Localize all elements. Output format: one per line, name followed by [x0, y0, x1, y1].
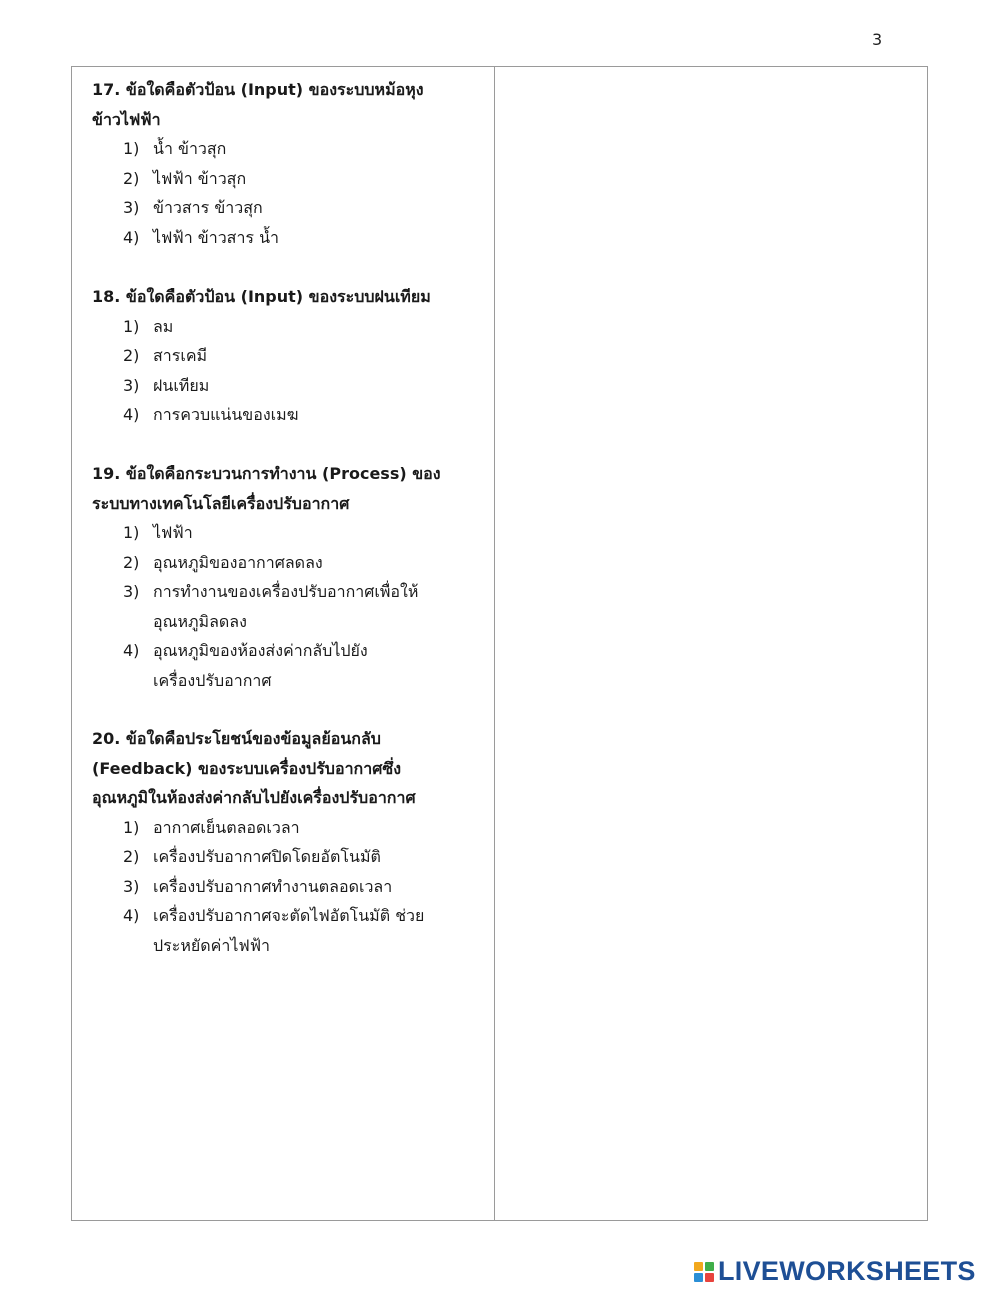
logo-square — [705, 1273, 714, 1282]
question-17 — [92, 75, 472, 252]
option-text: ลม — [153, 316, 174, 336]
option-text: ข้าวสาร ข้าวสุก — [153, 198, 263, 217]
option-item[interactable] — [92, 312, 472, 342]
option-text: เครื่องปรับอากาศทำงานตลอดเวลา — [153, 876, 393, 896]
option-text: น้ำ ข้าวสุก — [153, 139, 227, 158]
option-text: ไฟฟ้า ข้าวสุก — [153, 168, 247, 188]
question-line: ระบบทางเทคโนโลยีเครื่องปรับอากาศ — [92, 493, 350, 513]
option-text — [153, 636, 472, 695]
question-line: 18. ข้อใดคือตัวป้อน (Input) ของระบบฝนเทียม — [92, 287, 431, 306]
option-number: 1) — [123, 817, 140, 837]
option-line: อุณหภูมิของห้องส่งค่ากลับไปยัง — [153, 641, 368, 660]
option-item[interactable] — [92, 636, 472, 695]
option-number: 4) — [123, 227, 140, 247]
option-item[interactable] — [92, 371, 472, 401]
logo-square — [694, 1262, 703, 1271]
option-line: เครื่องปรับอากาศจะตัดไฟอัตโนมัติ ช่วย — [153, 906, 425, 925]
question-text — [92, 282, 472, 312]
option-number: 3) — [123, 198, 140, 217]
option-text: เครื่องปรับอากาศปิดโดยอัตโนมัติ — [153, 847, 381, 866]
logo-text: LIVEWORKSHEETS — [718, 1256, 976, 1286]
question-20 — [92, 724, 472, 960]
option-list — [92, 518, 472, 695]
option-item[interactable] — [92, 813, 472, 843]
option-list — [92, 813, 472, 961]
option-number: 2) — [123, 168, 140, 188]
option-text: ไฟฟ้า — [153, 523, 193, 542]
option-number: 4) — [123, 641, 140, 660]
option-item[interactable] — [92, 548, 472, 578]
option-item[interactable] — [92, 223, 472, 253]
option-text: อากาศเย็นตลอดเวลา — [153, 817, 300, 837]
option-text — [153, 577, 472, 636]
option-text — [153, 901, 472, 960]
question-text — [92, 459, 472, 518]
question-column — [72, 67, 495, 1220]
option-line: อุณหภูมิลดลง — [153, 611, 247, 631]
option-number: 2) — [123, 847, 140, 866]
option-item[interactable] — [92, 341, 472, 371]
option-text: สารเคมี — [153, 346, 208, 365]
liveworksheets-logo — [694, 1256, 976, 1287]
option-number: 1) — [123, 139, 140, 158]
option-item[interactable] — [92, 872, 472, 902]
option-number: 2) — [123, 346, 140, 365]
option-list — [92, 134, 472, 252]
option-item[interactable] — [92, 901, 472, 960]
option-number: 1) — [123, 523, 140, 542]
option-item[interactable] — [92, 577, 472, 636]
question-19 — [92, 459, 472, 695]
question-line: ข้าวไฟฟ้า — [92, 109, 161, 129]
option-text: ฝนเทียม — [153, 375, 210, 395]
question-line: 17. ข้อใดคือตัวป้อน (Input) ของระบบหม้อหุง — [92, 80, 424, 99]
answer-column — [495, 67, 927, 1220]
option-text: อุณหภูมิของอากาศลดลง — [153, 552, 323, 572]
logo-mark-icon — [694, 1262, 714, 1282]
worksheet-table — [71, 66, 928, 1221]
option-number: 4) — [123, 906, 140, 925]
option-text: ไฟฟ้า ข้าวสาร น้ำ — [153, 227, 280, 247]
page-number: 3 — [872, 30, 883, 49]
question-line: 20. ข้อใดคือประโยชน์ของข้อมูลย้อนกลับ — [92, 729, 381, 748]
question-line: อุณหภูมิในห้องส่งค่ากลับไปยังเครื่องปรับอากาศ — [92, 788, 416, 807]
option-item[interactable] — [92, 134, 472, 164]
option-text: การควบแน่นของเมฆ — [153, 405, 299, 424]
option-item[interactable] — [92, 400, 472, 430]
option-number: 2) — [123, 552, 140, 572]
question-line: 19. ข้อใดคือกระบวนการทำงาน (Process) ของ — [92, 464, 441, 483]
logo-square — [694, 1273, 703, 1282]
option-number: 3) — [123, 876, 140, 896]
option-number: 3) — [123, 582, 140, 601]
option-line: การทำงานของเครื่องปรับอากาศเพื่อให้ — [153, 582, 419, 601]
option-line: ประหยัดค่าไฟฟ้า — [153, 935, 271, 955]
option-number: 3) — [123, 375, 140, 395]
logo-square — [705, 1262, 714, 1271]
option-item[interactable] — [92, 193, 472, 223]
question-line: (Feedback) ของระบบเครื่องปรับอากาศซึ่ง — [92, 758, 402, 778]
question-text — [92, 75, 472, 134]
option-number: 1) — [123, 316, 140, 336]
option-item[interactable] — [92, 518, 472, 548]
option-list — [92, 312, 472, 430]
option-number: 4) — [123, 405, 140, 424]
option-line: เครื่องปรับอากาศ — [153, 670, 272, 690]
question-text — [92, 724, 472, 813]
option-item[interactable] — [92, 842, 472, 872]
question-18 — [92, 282, 472, 430]
option-item[interactable] — [92, 164, 472, 194]
